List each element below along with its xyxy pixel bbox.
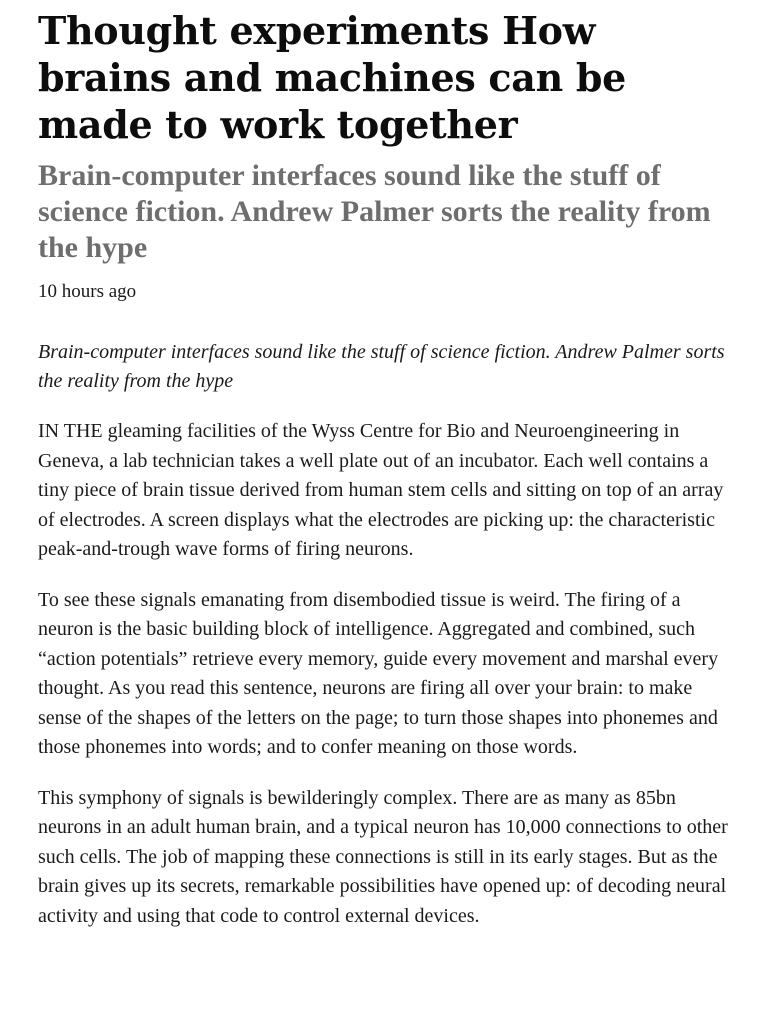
article-standfirst: Brain-computer interfaces sound like the stuff of science fiction. Andrew Palmer sorts the reality from the hype [38,341,725,392]
article-headline: Thought experiments How brains and machines can be made to work together [38,8,626,147]
article-paragraph-3: This symphony of signals is bewilderingly complex. There are as many as 85bn neurons in an adult human brain, and a typical neuron has 10,000 connections to other such cells. The job of mapping these connections is still in its early stages. But as the brain gives up its secrets, remarkable possibilities have opened up: of decoding neural activity and using that code to control external devices. [38,786,728,927]
article-timestamp: 10 hours ago [38,281,137,302]
article [38,0,738,931]
article-subtitle: Brain-computer interfaces sound like the stuff of science fiction. Andrew Palmer sorts the reality from the hype [38,159,711,264]
article-paragraph-1: IN THE gleaming facilities of the Wyss Centre for Bio and Neuroengineering in Geneva, a lab technician takes a well plate out of an incubator. Each well contains a tiny piece of brain tissue derived from human stem cells and sitting on top of an array of electrodes. A screen displays what the electrodes are picking up: the characteristic peak-and-trough wave forms of firing neurons. [38,420,724,560]
article-paragraph-2: To see these signals emanating from disembodied tissue is weird. The firing of a neuron is the basic building block of intelligence. Aggregated and combined, such “action potentials” retrieve every memory, guide every movement and marshal every thought. As you read this sentence, neurons are firing all over your brain: to make sense of the shapes of the letters on the page; to turn those shapes into phonemes and those phonemes into words; and to confer meaning on those words. [38,588,719,758]
